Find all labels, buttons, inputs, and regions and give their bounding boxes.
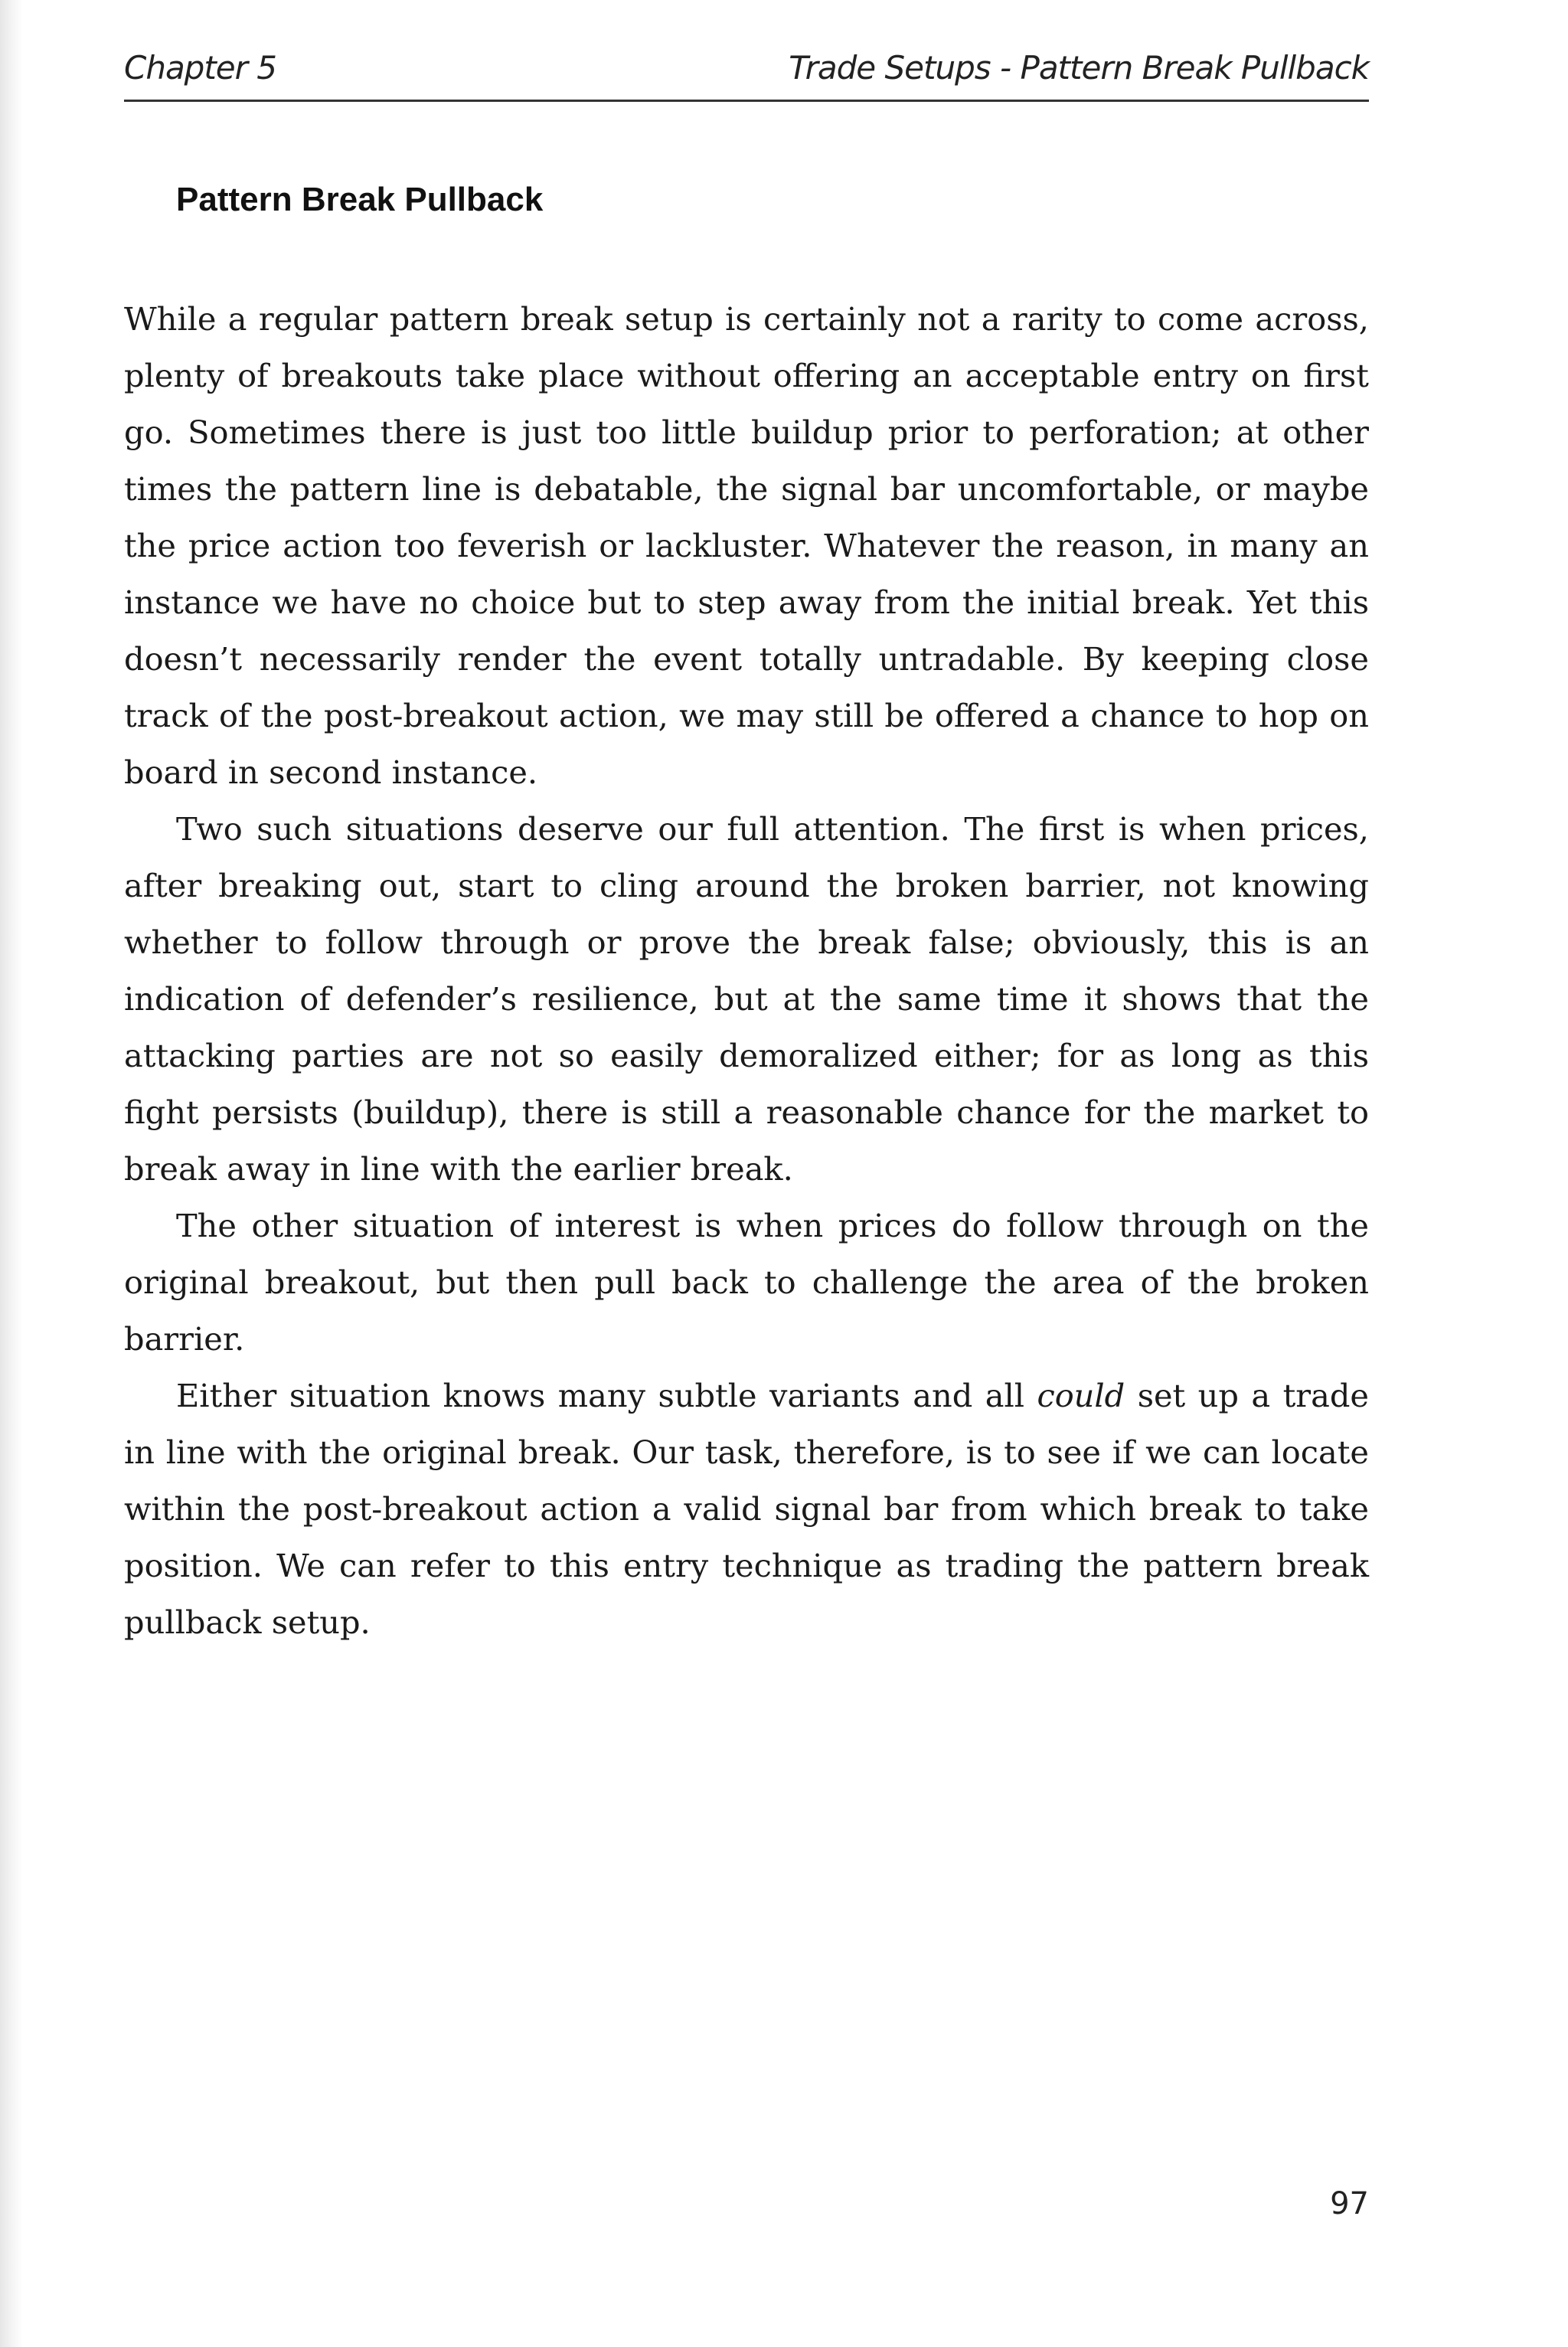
section-label: Trade Setups - Pattern Break Pullback: [789, 49, 1369, 87]
book-page: [124, 0, 1369, 2347]
section-heading: Pattern Break Pullback: [176, 181, 544, 218]
page-number: 97: [1330, 2186, 1369, 2221]
paragraph-1: While a regular pattern break setup is certainly not a rarity to come across, plenty of breakouts take place without offering an acceptable entry on first go. Sometimes there is just too little buildup prior to perforation; at other times the pattern line is debatable, the signal bar uncomfortable, or maybe the price action too feverish or lackluster. Whatever the reason, in many an instance we have no choice but to step away from the initial break. Yet this doesn’t necessarily render the event totally untradable. By keeping close track of the post-breakout action, we may still be offered a chance to hop on board in second instance.: [124, 300, 1369, 791]
paragraph-4-text-end: set up a trade in line with the original break. Our task, therefore, is to see if we can locate within the post-breakout action a valid signal bar from which break to take position. We can refer to this entry technique as trading the pattern break pullback setup.: [124, 1377, 1369, 1641]
running-header: [124, 46, 1369, 102]
paragraph-4: [124, 1368, 1369, 1651]
paragraph-4-text-start: Either situation knows many subtle variants and all: [176, 1377, 1037, 1414]
paragraph-3: The other situation of interest is when prices do follow through on the original breakout, but then pull back to challenge the area of the broken barrier.: [124, 1207, 1369, 1358]
chapter-label: Chapter 5: [124, 49, 276, 87]
scan-edge-shadow: [0, 0, 23, 2347]
body-text: [124, 291, 1369, 1651]
paragraph-2: Two such situations deserve our full attention. The first is when prices, after breaking out, start to cling around the broken barrier, not knowing whether to follow through or prove the break false; obviously, this is an indication of defender’s resilience, but at the same time it shows that the attacking parties are not so easily demoralized either; for as long as this fight persists (buildup), there is still a reasonable chance for the market to break away in line with the earlier break.: [124, 810, 1369, 1188]
paragraph-4-emphasis: could: [1037, 1377, 1125, 1414]
